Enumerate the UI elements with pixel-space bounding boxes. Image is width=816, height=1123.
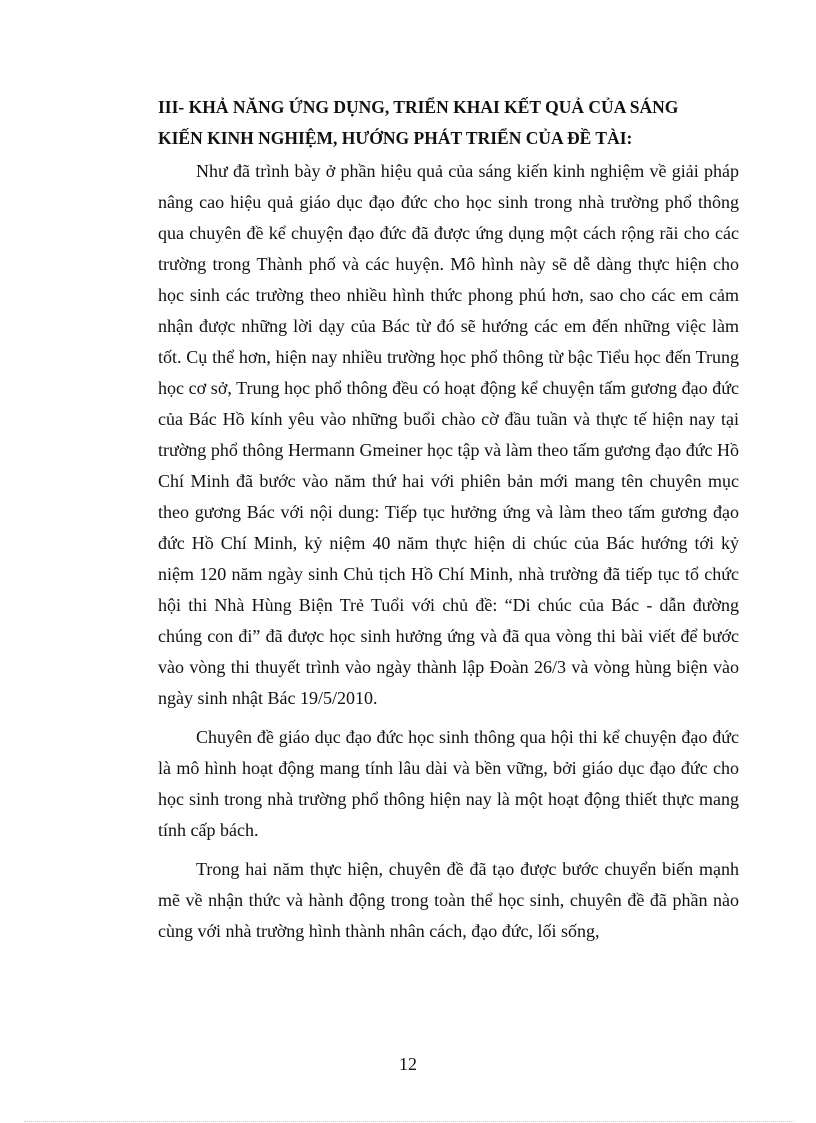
section-heading-line-1: III- KHẢ NĂNG ỨNG DỤNG, TRIỂN KHAI KẾT QUẢ CỦA SÁNG [158,97,679,117]
page-number: 12 [399,1054,417,1074]
section-heading-line-2: KIẾN KINH NGHIỆM, HƯỚNG PHÁT TRIỂN CỦA ĐỀ TÀI: [158,128,633,148]
paragraph-1: Như đã trình bày ở phần hiệu quả của sáng kiến kinh nghiệm về giải pháp nâng cao hiệu quả giáo dục đạo đức cho học sinh trong nhà trường phổ thông qua chuyên đề kể chuyện đạo đức đã được ứng dụng một cách rộng rãi cho các trường trong Thành phố và các huyện. Mô hình này sẽ dễ dàng thực hiện cho học sinh các trường theo nhiều hình thức phong phú hơn, sao cho các em cảm nhận được những lời dạy của Bác từ đó sẽ hướng các em đến những việc làm tốt. Cụ thể hơn, hiện nay nhiều trường học phổ thông từ bậc Tiểu học đến Trung học cơ sở, Trung học phổ thông đều có hoạt động kể chuyện tấm gương đạo đức của Bác Hồ kính yêu vào những buổi chào cờ đầu tuần và thực tế hiện nay tại trường phổ thông Hermann Gmeiner học tập và làm theo tấm gương đạo đức Hồ Chí Minh đã bước vào năm thứ hai với phiên bản mới mang tên chuyên mục theo gương Bác với nội dung: Tiếp tục hưởng ứng và làm theo tấm gương đạo đức Hồ Chí Minh, kỷ niệm 40 năm thực hiện di chúc của Bác hướng tới kỷ niệm 120 năm ngày sinh Chủ tịch Hồ Chí Minh, nhà trường đã tiếp tục tổ chức hội thi Nhà Hùng Biện Trẻ Tuổi với chủ đề: “Di chúc của Bác - dẫn đường chúng con đi” đã được học sinh hưởng ứng và đã qua vòng thi bài viết để bước vào vòng thi thuyết trình vào ngày thành lập Đoàn 26/3 và vòng hùng biện vào ngày sinh nhật Bác 19/5/2010. [158,161,739,708]
section-heading [158,92,739,154]
paragraph-2: Chuyên đề giáo dục đạo đức học sinh thông qua hội thi kể chuyện đạo đức là mô hình hoạt động mang tính lâu dài và bền vững, bởi giáo dục đạo đức cho học sinh trong nhà trường phổ thông hiện nay là một hoạt động thiết thực mang tính cấp bách. [158,727,739,840]
page-bottom-divider [24,1121,794,1122]
page-content [158,92,739,955]
paragraph-3: Trong hai năm thực hiện, chuyên đề đã tạo được bước chuyển biến mạnh mẽ về nhận thức và hành động trong toàn thể học sinh, chuyên đề đã phần nào cùng với nhà trường hình thành nhân cách, đạo đức, lối sống, [158,859,739,941]
